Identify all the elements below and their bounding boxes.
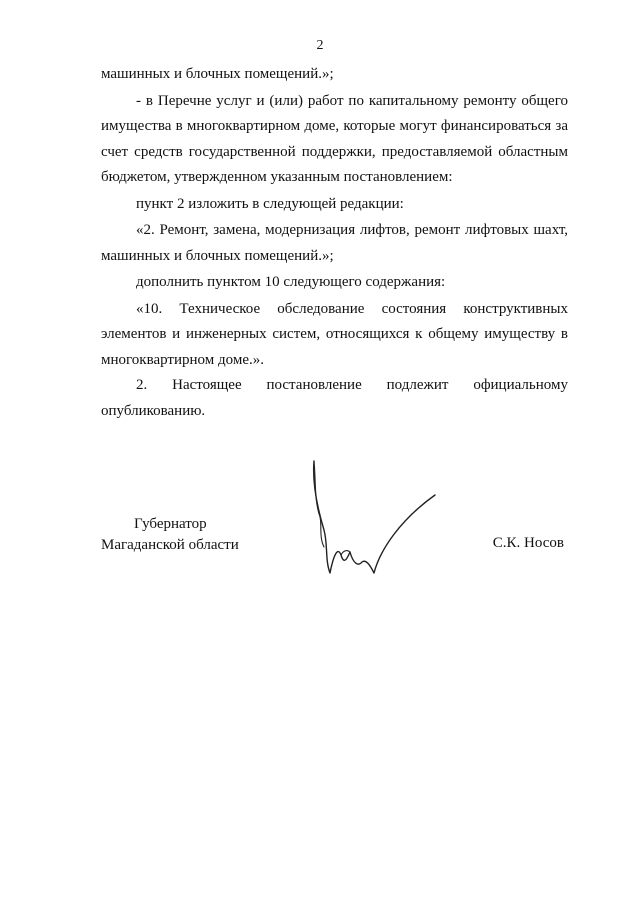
- paragraph-item-2: [101, 373, 568, 399]
- paragraph-point-2-text: «2. Ремонт, замена, модернизация лифтов, ремонт лифтовых шахт, машинных и блочных помещений.»;: [101, 222, 568, 264]
- item-2-word: официальному: [473, 377, 568, 393]
- item-2-word: постановление: [266, 377, 362, 393]
- document-body: [101, 62, 568, 424]
- paragraph-point-10-intro: дополнить пунктом 10 следующего содержания:: [136, 274, 446, 290]
- signatory-title-line1: Губернатор: [134, 516, 207, 532]
- paragraph-point-2-intro: пункт 2 изложить в следующей редакции:: [136, 195, 404, 212]
- item-2-number: 2.: [136, 377, 148, 393]
- paragraph-point-10-text: «10. Техническое обследование состояния конструктивных элементов и инженерных систем, относящихся к общему имуществу в многоквартирном доме.».: [101, 300, 568, 368]
- signatory-name: С.К. Носов: [492, 535, 564, 551]
- signatory-title: [101, 514, 239, 556]
- page-number: 2: [316, 38, 324, 53]
- handwritten-signature: [300, 455, 445, 585]
- item-2-word: Настоящее: [172, 377, 242, 393]
- paragraph-continuation: машинных и блочных помещений.»;: [101, 66, 334, 82]
- signatory-title-line2: Магаданской области: [101, 537, 239, 553]
- item-2-continuation: опубликованию.: [101, 402, 206, 419]
- paragraph-services-list: - в Перечне услуг и (или) работ по капитальному ремонту общего имущества в многоквартирном доме, которые могут финансироваться за счет средств государственной поддержки, предоставляемой областным бюджетом, утвержденном указанным постановлением:: [101, 92, 568, 185]
- item-2-word: подлежит: [386, 377, 449, 393]
